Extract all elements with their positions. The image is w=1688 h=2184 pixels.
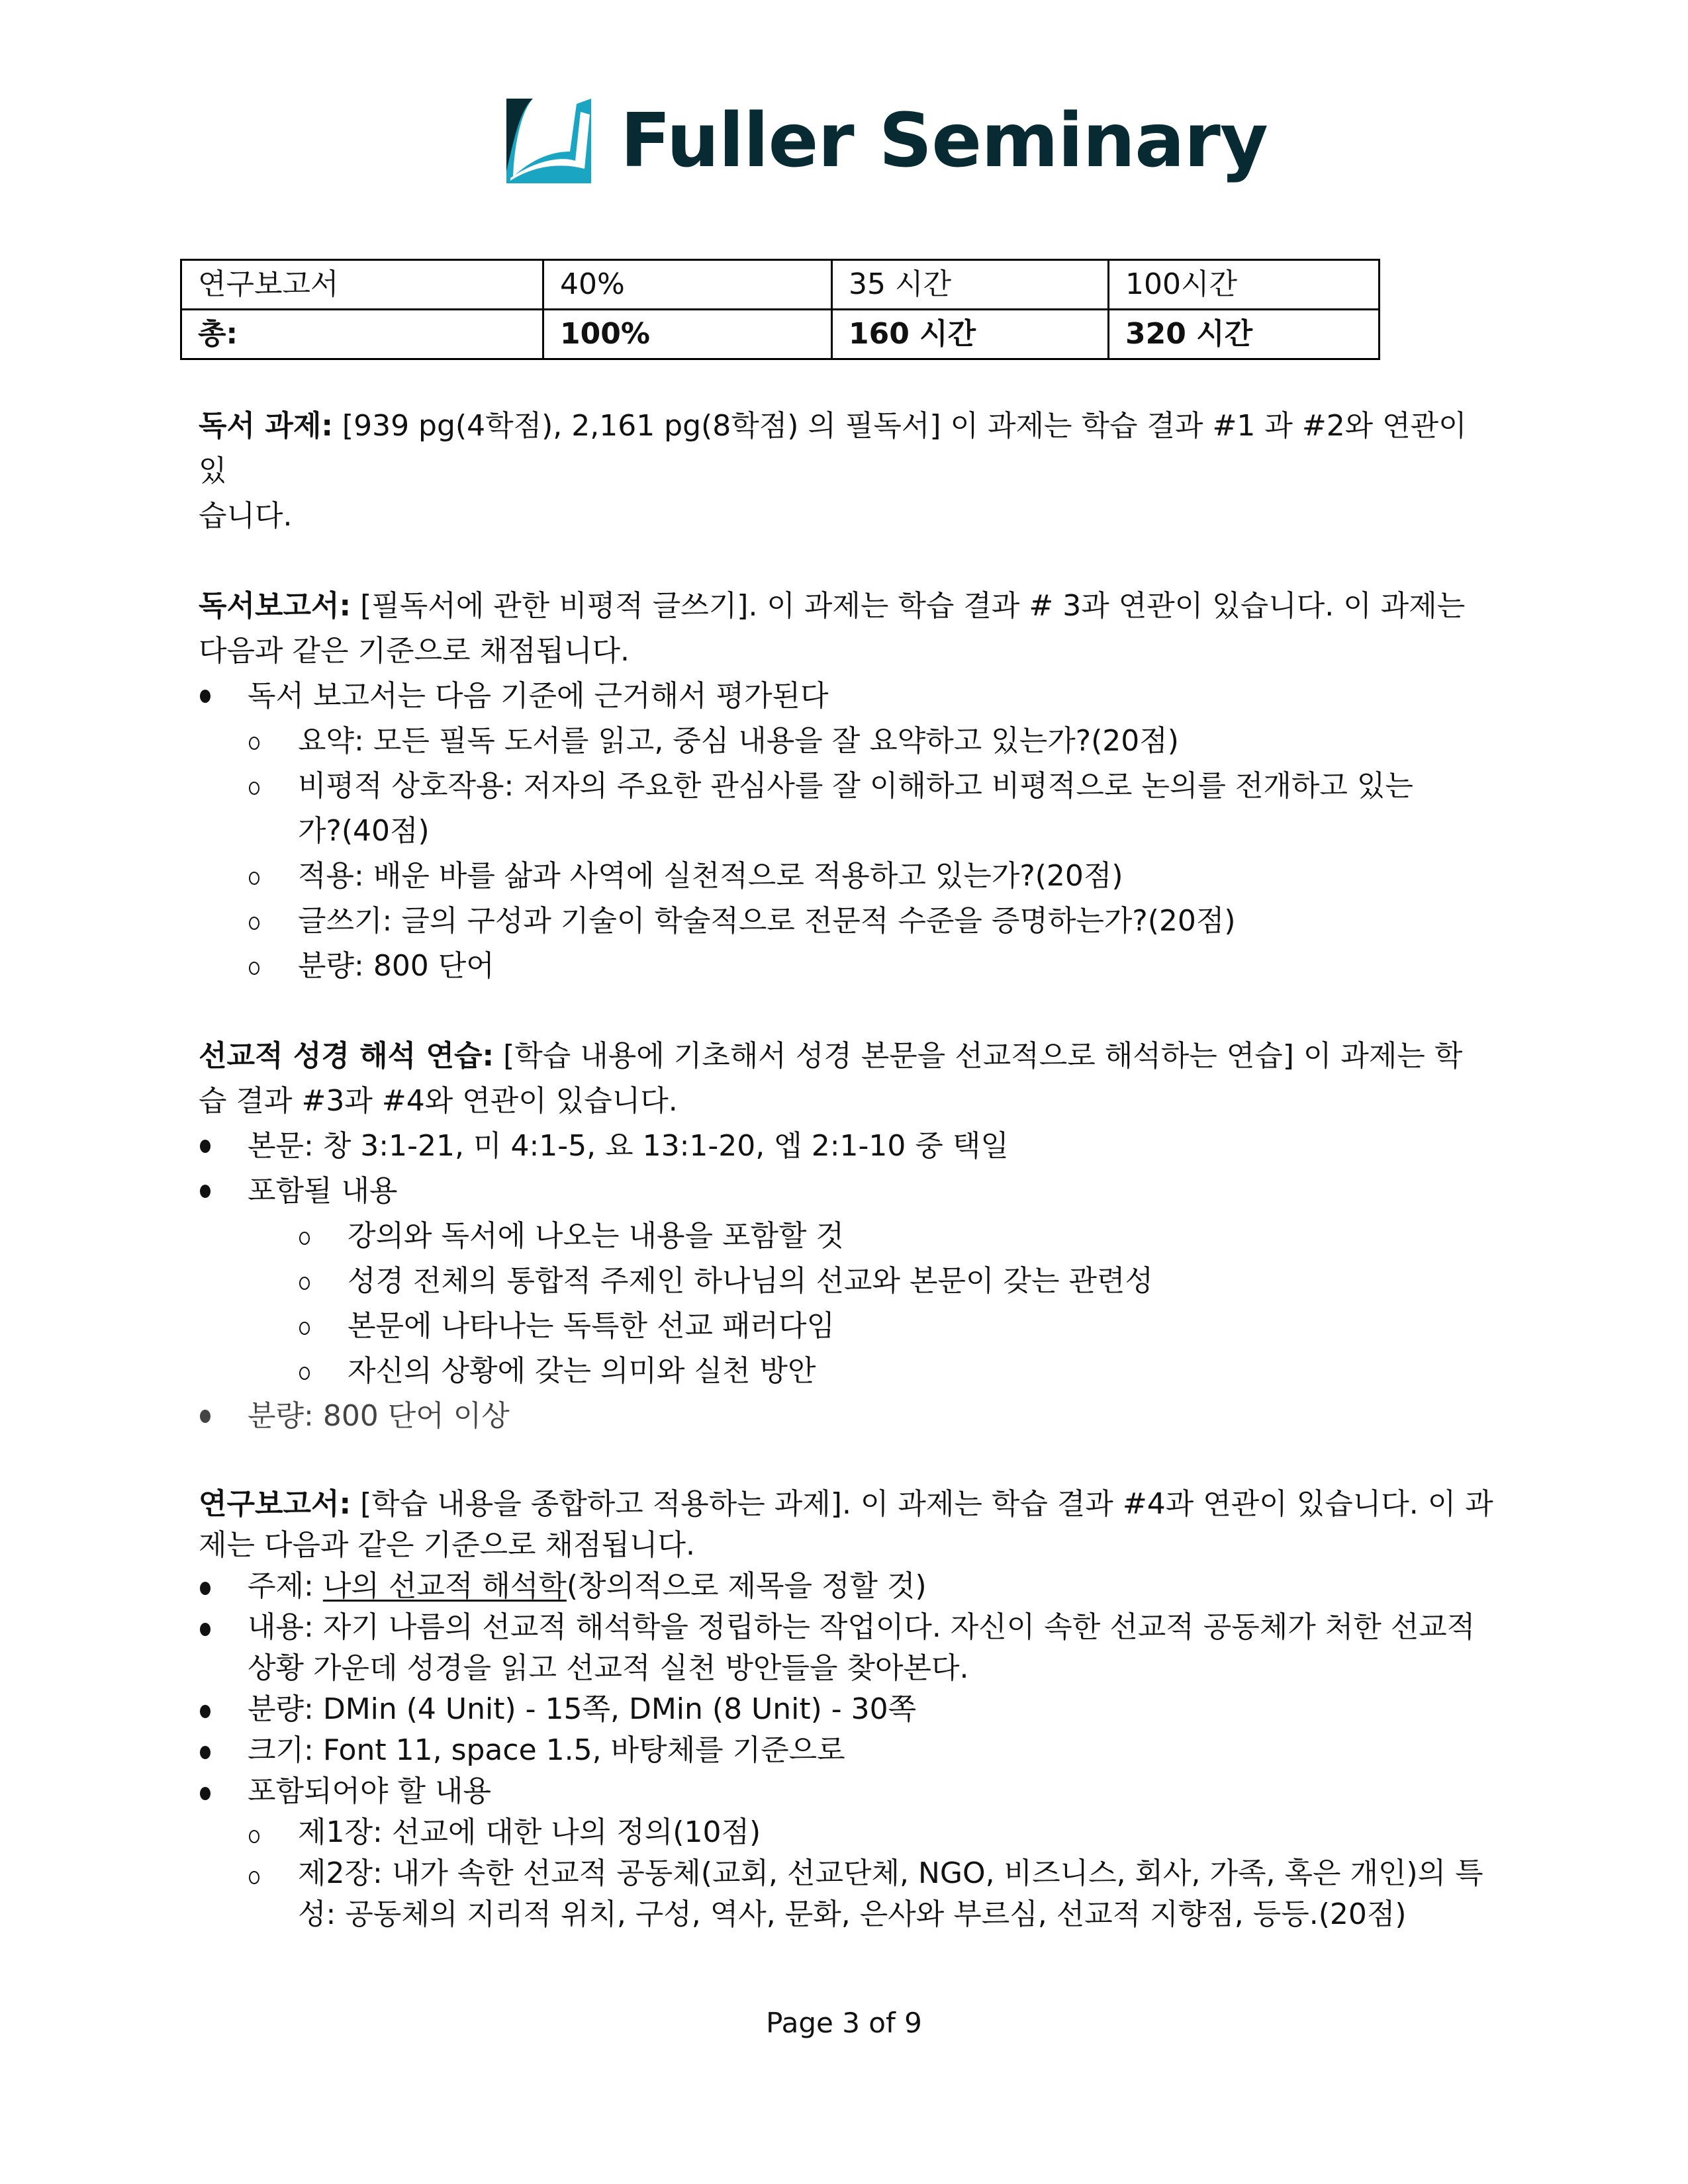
list-item: 글쓰기: 글의 구성과 기술이 학술적으로 전문적 수준을 증명하는가?(20점) <box>199 899 1496 944</box>
section-title: 독서 과제: <box>199 409 333 443</box>
table-cell-hours-8: 100시간 <box>1109 260 1380 310</box>
list-item: 포함되어야 할 내용 <box>199 1771 1496 1812</box>
section-text: [학습 내용을 종합하고 적용하는 과제]. 이 과제는 학습 결과 #4과 연관이 있습니다. 이 과 <box>351 1487 1493 1521</box>
table-cell-hours-4: 160 시간 <box>832 310 1109 359</box>
list-item-continuation: 가?(40점) <box>298 814 430 848</box>
list-item: 크기: Font 11, space 1.5, 바탕체를 기준으로 <box>199 1730 1496 1771</box>
section-exegesis <box>199 1034 1496 1439</box>
section-text: [학습 내용에 기초해서 성경 본문을 선교적으로 해석하는 연습] 이 과제는 학 <box>494 1039 1463 1073</box>
list-item: 내용: 자기 나름의 선교적 해석학을 정립하는 작업이다. 자신이 속한 선교적 공동체가 처한 선교적 <box>199 1607 1496 1648</box>
list-item: 자신의 상황에 갖는 의미와 실천 방안 <box>199 1349 1496 1394</box>
section-text: 다음과 같은 기준으로 채점됩니다. <box>199 634 630 668</box>
list-item: 독서 보고서는 다음 기준에 근거해서 평가된다 <box>199 674 1496 719</box>
page-number: Page 3 of 9 <box>766 2007 922 2039</box>
list-item: 분량: 800 단어 이상 <box>199 1394 1496 1439</box>
section-book-report <box>199 584 1496 989</box>
table-row <box>181 260 1380 310</box>
list-item: 비평적 상호작용: 저자의 주요한 관심사를 잘 이해하고 비평적으로 논의를 전개하고 있는 <box>199 764 1496 809</box>
section-reading <box>199 404 1496 539</box>
list-item: 강의와 독서에 나오는 내용을 포함할 것 <box>199 1214 1496 1259</box>
list-item-continuation: 상황 가운데 성경을 읽고 선교적 실천 방안들을 찾아본다. <box>248 1651 969 1685</box>
list-item: 적용: 배운 바를 삶과 사역에 실천적으로 적용하고 있는가?(20점) <box>199 854 1496 899</box>
list-item: 본문에 나타나는 독특한 선교 패러다임 <box>199 1304 1496 1349</box>
hours-table <box>180 259 1380 360</box>
table-cell-percent: 100% <box>543 310 832 359</box>
bullet-list <box>199 1566 1496 1935</box>
section-research <box>199 1484 1496 1935</box>
list-item: 성경 전체의 통합적 주제인 하나님의 선교와 본문이 갖는 관련성 <box>199 1259 1496 1304</box>
logo-text: Fuller Seminary <box>620 98 1268 184</box>
list-item: 제1장: 선교에 대한 나의 정의(10점) <box>199 1812 1496 1853</box>
list-item-topic <box>199 1566 1496 1607</box>
table-cell-hours-4: 35 시간 <box>832 260 1109 310</box>
open-book-logo-icon <box>506 99 591 183</box>
section-title: 연구보고서: <box>199 1487 352 1521</box>
list-item: 분량: 800 단어 <box>199 944 1496 989</box>
table-cell-percent: 40% <box>543 260 832 310</box>
list-item: 본문: 창 3:1-21, 미 4:1-5, 요 13:1-20, 엡 2:1-10 중 택일 <box>199 1124 1496 1169</box>
list-item: 포함될 내용 <box>199 1169 1496 1214</box>
section-text: 습 결과 #3과 #4와 연관이 있습니다. <box>199 1084 678 1118</box>
topic-label: 주제: <box>248 1569 323 1603</box>
section-text: 습니다. <box>199 499 293 533</box>
topic-underlined: 나의 선교적 해석학 <box>322 1569 567 1603</box>
section-text: 제는 다음과 같은 기준으로 채점됩니다. <box>199 1528 695 1562</box>
section-title: 독서보고서: <box>199 589 352 623</box>
table-cell-label: 총: <box>181 310 543 359</box>
table-cell-hours-8: 320 시간 <box>1109 310 1380 359</box>
list-item-continuation: 성: 공동체의 지리적 위치, 구성, 역사, 문화, 은사와 부르심, 선교적 지향점, 등등.(20점) <box>298 1897 1407 1931</box>
table-row-total <box>181 310 1380 359</box>
list-item: 분량: DMin (4 Unit) - 15쪽, DMin (8 Unit) - 30쪽 <box>199 1689 1496 1730</box>
section-title: 선교적 성경 해석 연습: <box>199 1039 494 1073</box>
table-cell-label: 연구보고서 <box>181 260 543 310</box>
topic-rest: (창의적으로 제목을 정할 것) <box>566 1569 927 1603</box>
list-item: 요약: 모든 필독 도서를 읽고, 중심 내용을 잘 요약하고 있는가?(20점) <box>199 719 1496 764</box>
section-text: [939 pg(4학점), 2,161 pg(8학점) 의 필독서] 이 과제는 학습 결과 #1 과 #2와 연관이 있 <box>199 409 1467 488</box>
list-item: 제2장: 내가 속한 선교적 공동체(교회, 선교단체, NGO, 비즈니스, 회사, 가족, 혹은 개인)의 특 <box>199 1853 1496 1894</box>
fuller-seminary-logo <box>506 98 1268 184</box>
bullet-list <box>199 1124 1496 1439</box>
bullet-list <box>199 674 1496 989</box>
document-body <box>199 404 1496 1935</box>
section-text: [필독서에 관한 비평적 글쓰기]. 이 과제는 학습 결과 # 3과 연관이 있습니다. 이 과제는 <box>351 589 1466 623</box>
